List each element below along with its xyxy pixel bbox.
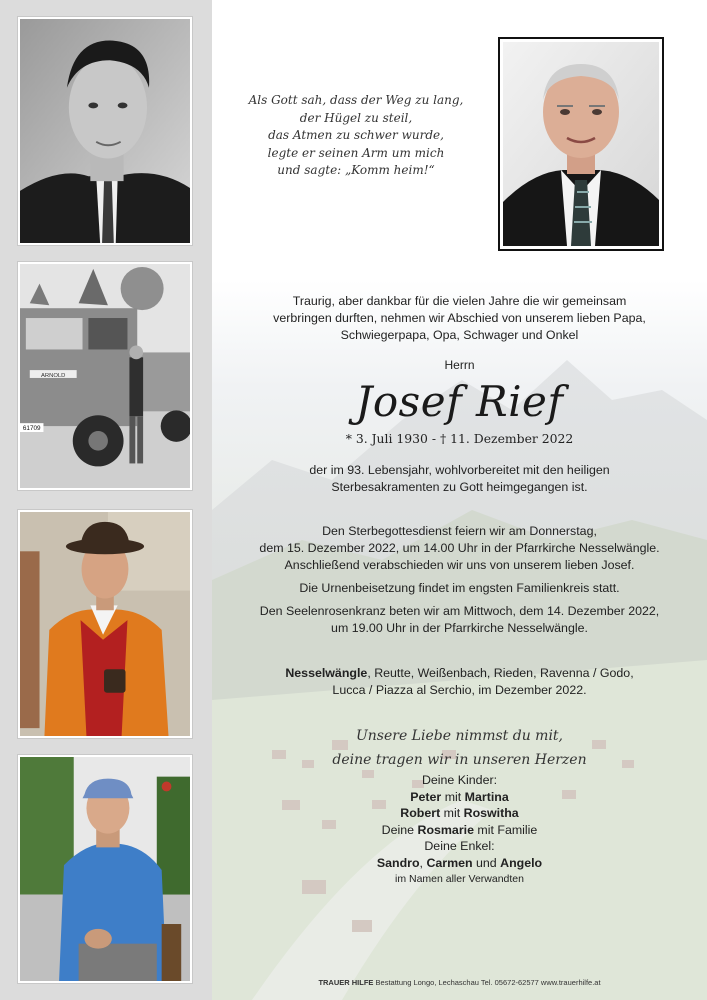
photo-sidebar (0, 0, 212, 1000)
age-text (212, 462, 707, 496)
deceased-name: Josef Rief (355, 377, 564, 426)
place-line: , Reutte, Weißenbach, Rieden, Ravenna / Godo, (367, 666, 634, 680)
place-date (212, 665, 707, 699)
rosary-line: Den Seelenrosenkranz beten wir am Mittwoch, dem 14. Dezember 2022, (259, 604, 660, 618)
photo-blue-shirt (18, 755, 192, 983)
place-name: Nesselwängle (285, 666, 368, 680)
place-line: Lucca / Piazza al Serchio, im Dezember 2022. (332, 683, 587, 697)
quote-line: Unsere Liebe nimmst du mit, (355, 728, 564, 744)
intro-line: Traurig, aber dankbar für die vielen Jahre die wir gemeinsam (292, 294, 627, 308)
funeral-home-footer (212, 978, 707, 987)
grandchildren-entry: Sandro, Carmen und Angelo (376, 855, 543, 870)
intro-line: verbringen durften, nehmen wir Abschied von unserem lieben Papa, (273, 311, 646, 325)
intro-line: Schwiegerpapa, Opa, Schwager und Onkel (340, 328, 579, 342)
photo-truck (18, 262, 192, 490)
truck-plate: 61709 (22, 425, 41, 433)
photo-traditional-jacket (18, 510, 192, 738)
life-dates: * 3. Juli 1930 - † 11. Dezember 2022 (345, 431, 574, 446)
age-line: der im 93. Lebensjahr, wohlvorbereitet mit den heiligen (309, 463, 610, 477)
poem-line: das Atmen zu schwer wurde, (268, 128, 444, 142)
child-entry: Peter mit Martina (410, 789, 509, 804)
service-line: dem 15. Dezember 2022, um 14.00 Uhr in der Pfarrkirche Nesselwängle. (259, 541, 660, 555)
deceased-title: Herrn (444, 358, 475, 372)
urn-text (212, 580, 707, 597)
children-label: Deine Kinder: (421, 773, 498, 787)
service-line: Den Sterbegottesdienst feiern wir am Donnerstag, (322, 524, 597, 538)
service-text (212, 523, 707, 574)
intro-text (212, 293, 707, 344)
service-line: Anschließend verabschieden wir uns von unserem lieben Josef. (284, 558, 635, 572)
poem-line: und sagte: „Komm heim!“ (277, 163, 435, 177)
photo-young-man (18, 17, 192, 245)
poem-line: legte er seinen Arm um mich (267, 145, 445, 160)
closing-quote (212, 724, 707, 772)
svg-text:ARNOLD: ARNOLD (41, 372, 66, 379)
quote-line: deine tragen wir in unseren Herzen (332, 752, 587, 768)
child-entry: Deine Rosmarie mit Familie (381, 822, 538, 837)
poem (230, 92, 482, 180)
rosary-text (212, 603, 707, 637)
footer-brand: TRAUER HILFE (318, 978, 374, 987)
poem-line: Als Gott sah, dass der Weg zu lang, (248, 93, 464, 107)
grandchildren-label: Deine Enkel: (424, 839, 495, 853)
obituary-content (212, 0, 707, 1000)
footer-contact: Bestattung Longo, Lechaschau Tel. 05672-62577 www.trauerhilfe.at (373, 978, 601, 987)
relatives-note: im Namen aller Verwandten (395, 873, 524, 885)
rosary-line: um 19.00 Uhr in der Pfarrkirche Nesselwängle. (331, 621, 588, 635)
portrait-photo (498, 37, 664, 251)
child-entry: Robert mit Roswitha (400, 806, 519, 820)
urn-line: Die Urnenbeisetzung findet im engsten Familienkreis statt. (299, 581, 620, 595)
poem-line: der Hügel zu steil, (299, 110, 413, 125)
age-line: Sterbesakramenten zu Gott heimgegangen ist. (331, 480, 588, 494)
mourners-list (212, 772, 707, 888)
